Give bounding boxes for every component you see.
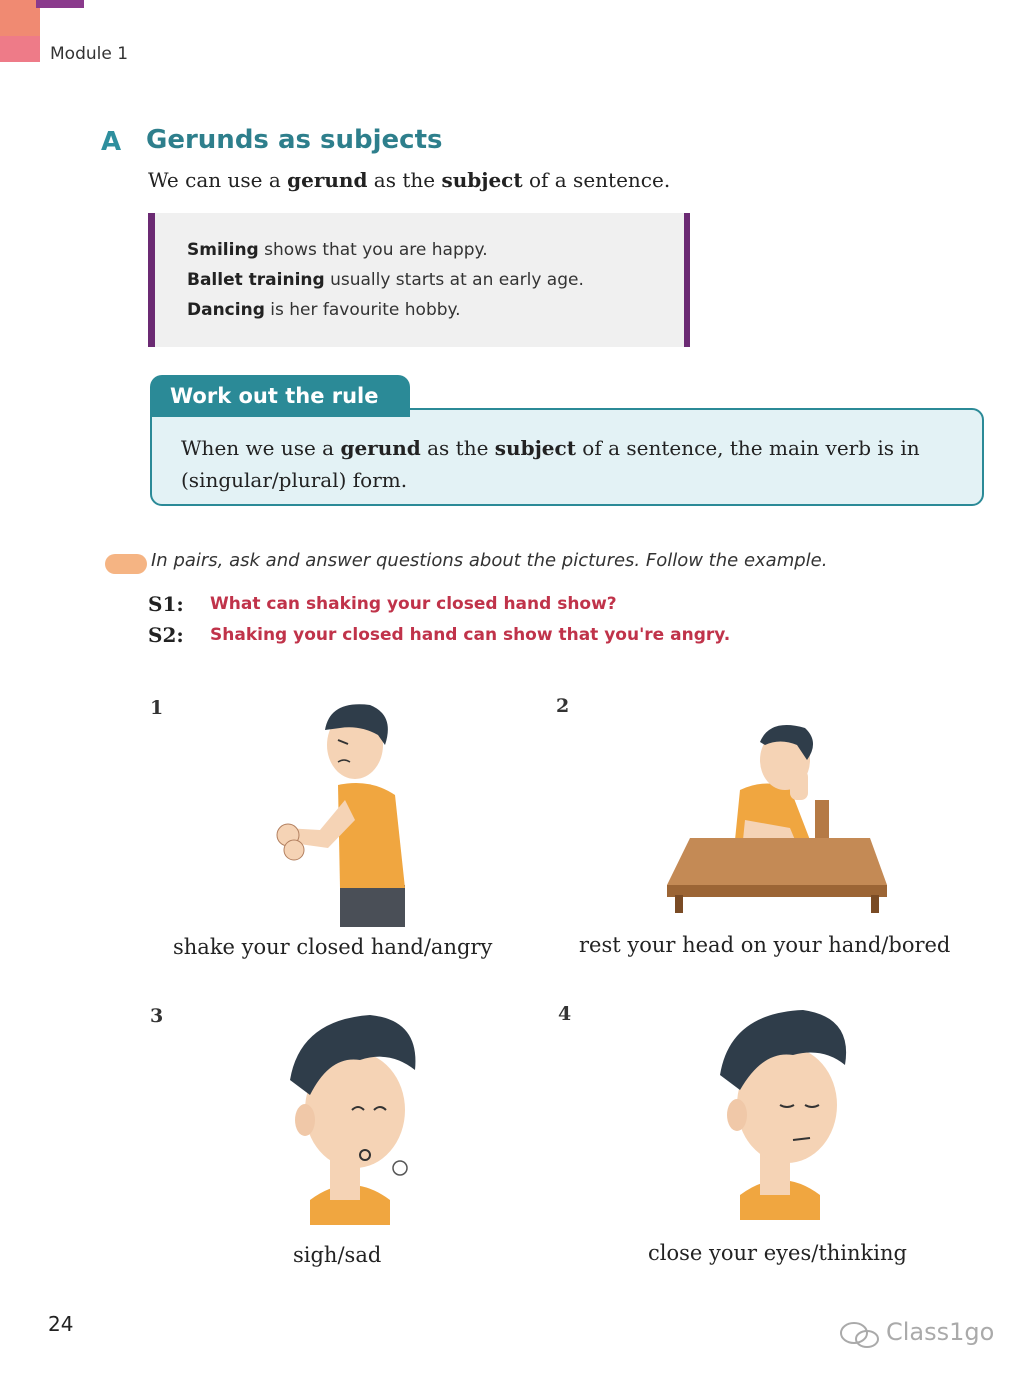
picture-caption: sigh/sad <box>293 1243 382 1267</box>
picture-number: 4 <box>558 1003 572 1025</box>
picture-caption: rest your head on your hand/bored <box>579 933 951 957</box>
picture-caption: shake your closed hand/angry <box>173 935 493 959</box>
rule-box <box>150 408 984 506</box>
page-number: 24 <box>48 1312 74 1336</box>
speaker-label-s1: S1: <box>148 592 184 616</box>
picture-number: 3 <box>150 1005 164 1027</box>
wechat-icon <box>838 1320 882 1350</box>
pairs-instruction: In pairs, ask and answer questions about the pictures. Follow the example. <box>151 550 828 571</box>
illustration-boy-bored-at-desk <box>665 720 890 915</box>
rule-tab-label: Work out the rule <box>150 375 410 417</box>
example-answer: Shaking your closed hand can show that you're angry. <box>210 625 731 645</box>
illustration-boy-shaking-fist <box>260 700 420 930</box>
module-label: Module 1 <box>50 44 129 64</box>
example-question: What can shaking your closed hand show? <box>210 594 617 614</box>
illustration-boy-sighing <box>270 1010 430 1225</box>
picture-number: 2 <box>556 695 570 717</box>
rule-text: When we use a gerund as the subject of a sentence, the main verb is in (singular/plural) form. <box>181 436 920 492</box>
activity-marker-icon <box>105 554 147 574</box>
corner-tab-accent <box>36 0 84 8</box>
example-line: Smiling shows that you are happy. <box>187 240 488 260</box>
example-box <box>148 213 690 347</box>
picture-caption: close your eyes/thinking <box>648 1241 907 1265</box>
intro-sentence: We can use a gerund as the subject of a sentence. <box>148 168 671 192</box>
section-title: Gerunds as subjects <box>146 125 443 155</box>
picture-number: 1 <box>150 697 164 719</box>
illustration-boy-thinking <box>695 1005 860 1220</box>
corner-tab-shade <box>0 36 40 62</box>
example-line: Dancing is her favourite hobby. <box>187 300 461 320</box>
example-line: Ballet training usually starts at an early age. <box>187 270 584 290</box>
watermark-text: Class1go <box>886 1318 995 1346</box>
speaker-label-s2: S2: <box>148 623 184 647</box>
section-letter: A <box>101 127 122 157</box>
